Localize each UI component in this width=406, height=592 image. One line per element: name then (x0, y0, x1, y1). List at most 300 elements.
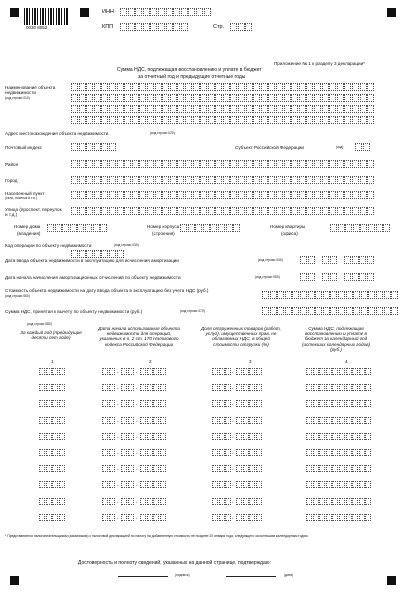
input-cell[interactable] (124, 160, 131, 168)
input-cell[interactable] (249, 481, 255, 488)
input-cell[interactable] (160, 514, 166, 521)
input-cell[interactable] (46, 368, 52, 375)
input-cell[interactable] (352, 160, 359, 168)
input-cell[interactable] (323, 307, 330, 315)
vat-deduction-field[interactable] (262, 307, 399, 315)
input-cell[interactable] (102, 498, 108, 505)
input-cell[interactable] (102, 368, 108, 375)
input-cell[interactable] (346, 481, 352, 488)
input-cell[interactable] (262, 307, 269, 315)
input-cell[interactable] (313, 417, 319, 424)
table-start-year-cell[interactable] (140, 368, 166, 375)
input-cell[interactable] (368, 291, 375, 299)
input-cell[interactable] (326, 384, 332, 391)
input-cell[interactable] (243, 384, 249, 391)
input-cell[interactable] (284, 191, 291, 199)
input-cell[interactable] (185, 83, 192, 91)
input-cell[interactable] (313, 400, 319, 407)
input-cell[interactable] (177, 105, 184, 113)
input-cell[interactable] (215, 191, 222, 199)
input-cell[interactable] (147, 433, 153, 440)
input-cell[interactable] (261, 176, 268, 184)
input-cell[interactable] (284, 176, 291, 184)
input-cell[interactable] (109, 143, 116, 151)
input-cell[interactable] (101, 176, 108, 184)
table-start-month-cell[interactable] (121, 449, 134, 456)
input-cell[interactable] (319, 417, 325, 424)
input-cell[interactable] (339, 417, 345, 424)
input-cell[interactable] (243, 433, 249, 440)
input-cell[interactable] (291, 160, 298, 168)
input-cell[interactable] (124, 191, 131, 199)
input-cell[interactable] (79, 116, 86, 124)
input-cell[interactable] (147, 94, 154, 102)
input-cell[interactable] (243, 400, 249, 407)
table-share-integer-cell[interactable] (212, 498, 232, 505)
input-cell[interactable] (314, 83, 321, 91)
input-cell[interactable] (120, 23, 127, 31)
input-cell[interactable] (338, 291, 345, 299)
input-cell[interactable] (177, 160, 184, 168)
input-cell[interactable] (109, 191, 116, 199)
input-cell[interactable] (109, 116, 116, 124)
input-cell[interactable] (365, 400, 371, 407)
table-share-fraction-cell[interactable] (236, 384, 262, 391)
input-cell[interactable] (59, 465, 65, 472)
input-cell[interactable] (121, 449, 127, 456)
input-cell[interactable] (208, 116, 215, 124)
input-cell[interactable] (360, 83, 367, 91)
input-cell[interactable] (121, 465, 127, 472)
input-cell[interactable] (158, 8, 165, 16)
table-year-cell[interactable] (39, 400, 65, 407)
input-cell[interactable] (109, 94, 116, 102)
input-cell[interactable] (117, 105, 124, 113)
input-cell[interactable] (291, 94, 298, 102)
region-code-field[interactable] (355, 143, 370, 151)
input-cell[interactable] (299, 191, 306, 199)
input-cell[interactable] (236, 368, 242, 375)
building-field[interactable] (180, 224, 241, 232)
input-cell[interactable] (94, 191, 101, 199)
input-cell[interactable] (360, 116, 367, 124)
input-cell[interactable] (233, 224, 240, 232)
input-cell[interactable] (47, 224, 54, 232)
input-cell[interactable] (109, 400, 115, 407)
input-cell[interactable] (256, 514, 262, 521)
input-cell[interactable] (109, 105, 116, 113)
input-cell[interactable] (147, 160, 154, 168)
input-cell[interactable] (46, 433, 52, 440)
input-cell[interactable] (339, 368, 345, 375)
input-cell[interactable] (109, 465, 115, 472)
input-cell[interactable] (352, 105, 359, 113)
input-cell[interactable] (276, 160, 283, 168)
input-cell[interactable] (109, 250, 116, 258)
input-cell[interactable] (367, 160, 374, 168)
input-cell[interactable] (352, 116, 359, 124)
table-start-month-cell[interactable] (121, 417, 134, 424)
table-share-fraction-cell[interactable] (236, 417, 262, 424)
input-cell[interactable] (153, 368, 159, 375)
input-cell[interactable] (339, 514, 345, 521)
input-cell[interactable] (306, 368, 312, 375)
input-cell[interactable] (219, 433, 225, 440)
input-cell[interactable] (367, 191, 374, 199)
input-cell[interactable] (223, 207, 230, 215)
input-cell[interactable] (185, 160, 192, 168)
input-cell[interactable] (46, 465, 52, 472)
input-cell[interactable] (292, 291, 299, 299)
input-cell[interactable] (93, 224, 100, 232)
input-cell[interactable] (360, 224, 367, 232)
input-cell[interactable] (306, 176, 313, 184)
input-cell[interactable] (284, 94, 291, 102)
input-cell[interactable] (306, 207, 313, 215)
input-cell[interactable] (147, 400, 153, 407)
input-cell[interactable] (124, 105, 131, 113)
input-cell[interactable] (109, 514, 115, 521)
input-cell[interactable] (299, 94, 306, 102)
input-cell[interactable] (71, 207, 78, 215)
settlement-field[interactable] (71, 191, 375, 199)
input-cell[interactable] (268, 94, 275, 102)
table-start-day-cell[interactable] (102, 481, 115, 488)
input-cell[interactable] (52, 433, 58, 440)
input-cell[interactable] (299, 176, 306, 184)
input-cell[interactable] (150, 8, 157, 16)
input-cell[interactable] (52, 465, 58, 472)
input-cell[interactable] (383, 224, 390, 232)
input-cell[interactable] (155, 105, 162, 113)
input-cell[interactable] (150, 23, 157, 31)
table-start-year-cell[interactable] (140, 384, 166, 391)
input-cell[interactable] (249, 449, 255, 456)
input-cell[interactable] (319, 481, 325, 488)
input-cell[interactable] (352, 207, 359, 215)
input-cell[interactable] (344, 116, 351, 124)
input-cell[interactable] (225, 481, 231, 488)
input-cell[interactable] (101, 207, 108, 215)
input-cell[interactable] (322, 256, 329, 264)
input-cell[interactable] (62, 224, 69, 232)
district-field[interactable] (71, 160, 375, 168)
input-cell[interactable] (101, 160, 108, 168)
input-cell[interactable] (268, 83, 275, 91)
table-share-integer-cell[interactable] (212, 400, 232, 407)
depreciation-date-month[interactable] (322, 273, 337, 281)
input-cell[interactable] (238, 83, 245, 91)
input-cell[interactable] (352, 433, 358, 440)
input-cell[interactable] (225, 433, 231, 440)
input-cell[interactable] (147, 417, 153, 424)
input-cell[interactable] (219, 481, 225, 488)
input-cell[interactable] (291, 105, 298, 113)
input-cell[interactable] (285, 291, 292, 299)
input-cell[interactable] (256, 368, 262, 375)
input-cell[interactable] (101, 143, 108, 151)
table-vat-amount-cell[interactable] (306, 449, 372, 456)
input-cell[interactable] (277, 291, 284, 299)
input-cell[interactable] (346, 368, 352, 375)
input-cell[interactable] (313, 433, 319, 440)
input-cell[interactable] (344, 273, 351, 281)
depreciation-date-day[interactable] (300, 273, 315, 281)
input-cell[interactable] (361, 291, 368, 299)
input-cell[interactable] (71, 83, 78, 91)
input-cell[interactable] (155, 176, 162, 184)
input-cell[interactable] (203, 224, 210, 232)
postal-index-field[interactable] (71, 143, 117, 151)
input-cell[interactable] (147, 83, 154, 91)
input-cell[interactable] (367, 116, 374, 124)
input-cell[interactable] (339, 433, 345, 440)
input-cell[interactable] (352, 273, 359, 281)
input-cell[interactable] (52, 417, 58, 424)
input-cell[interactable] (360, 94, 367, 102)
input-cell[interactable] (339, 481, 345, 488)
input-cell[interactable] (101, 116, 108, 124)
input-cell[interactable] (253, 176, 260, 184)
input-cell[interactable] (308, 291, 315, 299)
input-cell[interactable] (132, 207, 139, 215)
input-cell[interactable] (314, 105, 321, 113)
input-cell[interactable] (256, 481, 262, 488)
input-cell[interactable] (339, 465, 345, 472)
input-cell[interactable] (326, 400, 332, 407)
input-cell[interactable] (291, 83, 298, 91)
input-cell[interactable] (329, 160, 336, 168)
input-cell[interactable] (337, 160, 344, 168)
input-cell[interactable] (367, 273, 374, 281)
input-cell[interactable] (117, 94, 124, 102)
input-cell[interactable] (155, 94, 162, 102)
input-cell[interactable] (59, 433, 65, 440)
input-cell[interactable] (153, 465, 159, 472)
input-cell[interactable] (124, 83, 131, 91)
kpp-field[interactable] (120, 23, 188, 31)
input-cell[interactable] (306, 400, 312, 407)
table-start-year-cell[interactable] (140, 465, 166, 472)
input-cell[interactable] (46, 417, 52, 424)
input-cell[interactable] (238, 160, 245, 168)
object-name-field-3[interactable] (71, 105, 375, 113)
table-year-cell[interactable] (39, 514, 65, 521)
table-start-month-cell[interactable] (121, 368, 134, 375)
input-cell[interactable] (359, 498, 365, 505)
date-line[interactable] (226, 576, 276, 577)
input-cell[interactable] (246, 105, 253, 113)
commission-date-year[interactable] (344, 256, 374, 264)
input-cell[interactable] (153, 400, 159, 407)
input-cell[interactable] (365, 449, 371, 456)
input-cell[interactable] (128, 8, 135, 16)
input-cell[interactable] (261, 83, 268, 91)
input-cell[interactable] (121, 417, 127, 424)
input-cell[interactable] (225, 400, 231, 407)
input-cell[interactable] (243, 514, 249, 521)
table-start-month-cell[interactable] (121, 384, 134, 391)
input-cell[interactable] (223, 83, 230, 91)
input-cell[interactable] (352, 368, 358, 375)
input-cell[interactable] (313, 384, 319, 391)
input-cell[interactable] (337, 105, 344, 113)
input-cell[interactable] (238, 207, 245, 215)
input-cell[interactable] (230, 83, 237, 91)
input-cell[interactable] (109, 449, 115, 456)
input-cell[interactable] (59, 368, 65, 375)
input-cell[interactable] (291, 176, 298, 184)
input-cell[interactable] (353, 307, 360, 315)
input-cell[interactable] (160, 368, 166, 375)
operation-code-field[interactable] (71, 250, 124, 258)
input-cell[interactable] (326, 514, 332, 521)
input-cell[interactable] (59, 514, 65, 521)
input-cell[interactable] (330, 273, 337, 281)
input-cell[interactable] (306, 417, 312, 424)
input-cell[interactable] (193, 191, 200, 199)
input-cell[interactable] (225, 514, 231, 521)
input-cell[interactable] (346, 417, 352, 424)
input-cell[interactable] (322, 160, 329, 168)
table-year-cell[interactable] (39, 481, 65, 488)
input-cell[interactable] (52, 498, 58, 505)
input-cell[interactable] (326, 449, 332, 456)
input-cell[interactable] (147, 384, 153, 391)
input-cell[interactable] (193, 83, 200, 91)
input-cell[interactable] (346, 514, 352, 521)
input-cell[interactable] (39, 384, 45, 391)
input-cell[interactable] (270, 307, 277, 315)
input-cell[interactable] (352, 514, 358, 521)
input-cell[interactable] (94, 250, 101, 258)
input-cell[interactable] (326, 417, 332, 424)
input-cell[interactable] (291, 116, 298, 124)
table-vat-amount-cell[interactable] (306, 433, 372, 440)
input-cell[interactable] (238, 191, 245, 199)
input-cell[interactable] (109, 207, 116, 215)
input-cell[interactable] (147, 449, 153, 456)
input-cell[interactable] (326, 433, 332, 440)
input-cell[interactable] (162, 105, 169, 113)
input-cell[interactable] (102, 433, 108, 440)
input-cell[interactable] (109, 176, 116, 184)
input-cell[interactable] (246, 160, 253, 168)
input-cell[interactable] (338, 307, 345, 315)
input-cell[interactable] (39, 368, 45, 375)
input-cell[interactable] (256, 498, 262, 505)
input-cell[interactable] (352, 191, 359, 199)
input-cell[interactable] (243, 498, 249, 505)
input-cell[interactable] (223, 176, 230, 184)
input-cell[interactable] (212, 368, 218, 375)
input-cell[interactable] (94, 176, 101, 184)
table-start-year-cell[interactable] (140, 514, 166, 521)
input-cell[interactable] (284, 83, 291, 91)
input-cell[interactable] (117, 250, 124, 258)
input-cell[interactable] (313, 481, 319, 488)
input-cell[interactable] (306, 94, 313, 102)
input-cell[interactable] (160, 498, 166, 505)
input-cell[interactable] (330, 224, 337, 232)
input-cell[interactable] (276, 176, 283, 184)
input-cell[interactable] (39, 498, 45, 505)
input-cell[interactable] (339, 384, 345, 391)
table-vat-amount-cell[interactable] (306, 417, 372, 424)
input-cell[interactable] (102, 384, 108, 391)
input-cell[interactable] (391, 291, 398, 299)
input-cell[interactable] (292, 307, 299, 315)
input-cell[interactable] (212, 449, 218, 456)
input-cell[interactable] (306, 191, 313, 199)
input-cell[interactable] (160, 465, 166, 472)
input-cell[interactable] (249, 417, 255, 424)
input-cell[interactable] (329, 83, 336, 91)
input-cell[interactable] (332, 498, 338, 505)
input-cell[interactable] (243, 465, 249, 472)
input-cell[interactable] (117, 191, 124, 199)
input-cell[interactable] (337, 176, 344, 184)
input-cell[interactable] (128, 23, 135, 31)
input-cell[interactable] (143, 8, 150, 16)
input-cell[interactable] (71, 250, 78, 258)
input-cell[interactable] (236, 465, 242, 472)
input-cell[interactable] (170, 191, 177, 199)
input-cell[interactable] (246, 207, 253, 215)
input-cell[interactable] (139, 160, 146, 168)
input-cell[interactable] (86, 207, 93, 215)
input-cell[interactable] (155, 160, 162, 168)
input-cell[interactable] (314, 176, 321, 184)
input-cell[interactable] (52, 514, 58, 521)
input-cell[interactable] (139, 94, 146, 102)
input-cell[interactable] (200, 105, 207, 113)
table-start-year-cell[interactable] (140, 498, 166, 505)
input-cell[interactable] (367, 94, 374, 102)
input-cell[interactable] (147, 498, 153, 505)
input-cell[interactable] (253, 207, 260, 215)
input-cell[interactable] (208, 105, 215, 113)
input-cell[interactable] (225, 449, 231, 456)
input-cell[interactable] (86, 250, 93, 258)
input-cell[interactable] (236, 481, 242, 488)
input-cell[interactable] (346, 498, 352, 505)
input-cell[interactable] (160, 400, 166, 407)
input-cell[interactable] (102, 481, 108, 488)
input-cell[interactable] (162, 83, 169, 91)
input-cell[interactable] (215, 207, 222, 215)
input-cell[interactable] (101, 191, 108, 199)
input-cell[interactable] (124, 116, 131, 124)
input-cell[interactable] (246, 191, 253, 199)
input-cell[interactable] (256, 449, 262, 456)
input-cell[interactable] (94, 116, 101, 124)
input-cell[interactable] (365, 368, 371, 375)
table-vat-amount-cell[interactable] (306, 368, 372, 375)
input-cell[interactable] (346, 449, 352, 456)
input-cell[interactable] (332, 384, 338, 391)
input-cell[interactable] (262, 291, 269, 299)
input-cell[interactable] (101, 94, 108, 102)
input-cell[interactable] (132, 116, 139, 124)
input-cell[interactable] (147, 481, 153, 488)
input-cell[interactable] (346, 465, 352, 472)
table-share-fraction-cell[interactable] (236, 368, 262, 375)
input-cell[interactable] (160, 433, 166, 440)
input-cell[interactable] (215, 105, 222, 113)
input-cell[interactable] (332, 449, 338, 456)
input-cell[interactable] (319, 433, 325, 440)
